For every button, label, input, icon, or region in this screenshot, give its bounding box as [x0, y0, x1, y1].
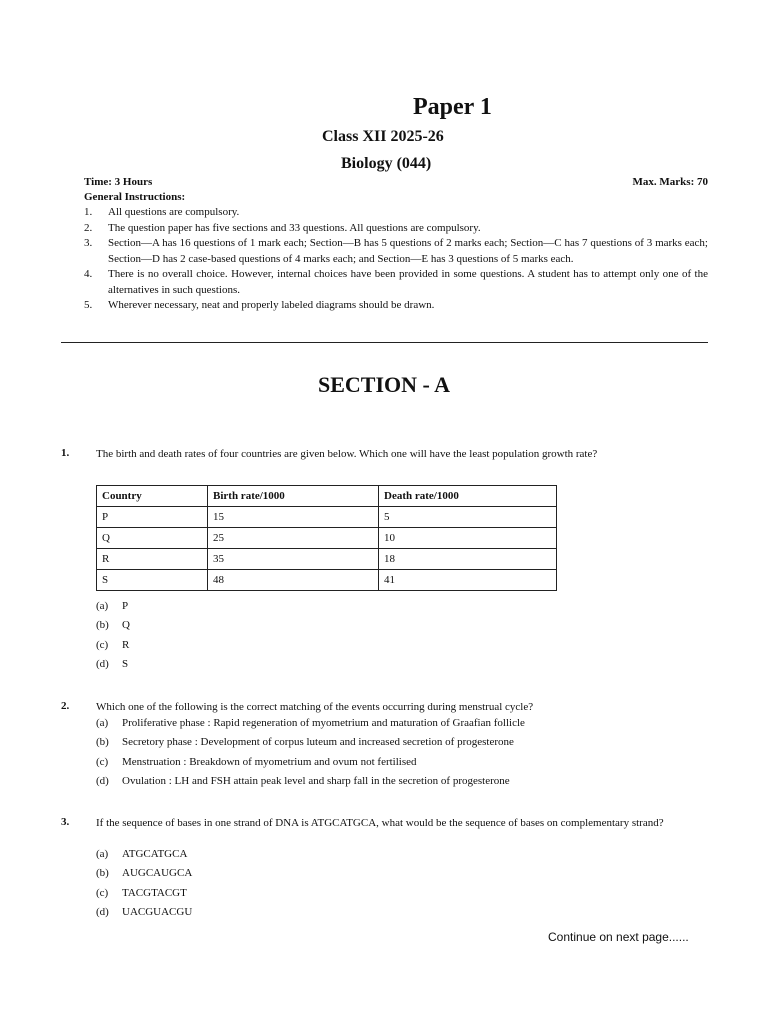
- instruction-item: [84, 298, 708, 314]
- section-title: SECTION - A: [317, 372, 451, 397]
- table-row: [97, 549, 557, 570]
- option-text: Menstruation : Breakdown of myometrium and ovum not fertilised: [122, 755, 417, 768]
- class-line: Class XII 2025-26: [322, 128, 444, 145]
- option-item: [96, 903, 192, 923]
- instruction-item: [84, 236, 708, 267]
- option-item: [96, 635, 130, 655]
- question-text: Which one of the following is the correct matching of the events occurring during menstrual cycle?: [96, 701, 534, 713]
- instruction-number: 5.: [84, 299, 93, 311]
- option-text: Ovulation : LH and FSH attain peak level and sharp fall in the secretion of progesterone: [122, 775, 510, 788]
- table-row: [97, 528, 557, 549]
- instructions-heading: General Instructions:: [84, 191, 186, 203]
- instruction-item: [84, 205, 708, 221]
- table-cell: 35: [208, 549, 379, 570]
- option-text: S: [122, 658, 129, 671]
- option-label: (a): [96, 716, 109, 729]
- option-label: (d): [96, 906, 109, 919]
- table-header-row: [97, 486, 557, 507]
- time-label: Time: 3 Hours: [84, 176, 153, 188]
- question-number: 3.: [61, 816, 70, 828]
- option-text: TACGTACGT: [122, 886, 187, 899]
- table-cell: 18: [379, 549, 557, 570]
- instruction-text: All questions are compulsory.: [108, 206, 240, 218]
- instruction-text: The question paper has five sections and 33 questions. All questions are compulsory.: [108, 221, 481, 234]
- table-cell: Q: [97, 528, 208, 549]
- option-item: [96, 655, 130, 675]
- divider-line: [61, 342, 708, 343]
- instruction-text: There is no overall choice. However, internal choices have been provided in some questions. A student has to attempt only one of the alternatives in such questions.: [108, 268, 708, 296]
- instruction-number: 2.: [84, 221, 93, 234]
- table-cell: S: [97, 570, 208, 591]
- table-cell: P: [97, 507, 208, 528]
- option-item: [96, 733, 525, 753]
- question-text: If the sequence of bases in one strand of DNA is ATGCATGCA, what would be the sequence of bases on complementary strand?: [96, 817, 664, 829]
- option-text: P: [122, 599, 129, 612]
- instruction-number: 1.: [84, 206, 93, 218]
- table-cell: 15: [208, 507, 379, 528]
- option-item: [96, 752, 525, 772]
- question-text: The birth and death rates of four countries are given below. Which one will have the least population growth rate?: [96, 448, 598, 460]
- rates-table: [96, 485, 557, 591]
- table-cell: 48: [208, 570, 379, 591]
- instructions-list: [84, 205, 708, 314]
- option-text: Q: [122, 619, 130, 632]
- instruction-number: 3.: [84, 237, 93, 249]
- question-3-options: [96, 844, 192, 922]
- option-text: AUGCAUGCA: [122, 867, 193, 880]
- option-item: [96, 772, 525, 792]
- table-cell: 25: [208, 528, 379, 549]
- table-header-cell: Country: [97, 486, 208, 507]
- instruction-number: 4.: [84, 268, 93, 280]
- option-label: (d): [96, 775, 109, 788]
- option-item: [96, 864, 192, 884]
- option-label: (c): [96, 886, 109, 899]
- table-header-cell: Birth rate/1000: [208, 486, 379, 507]
- instruction-item: [84, 221, 708, 237]
- option-label: (a): [96, 847, 109, 860]
- option-label: (c): [96, 638, 109, 651]
- option-label: (b): [96, 736, 109, 749]
- question-number: 1.: [61, 447, 70, 459]
- table-row: [97, 570, 557, 591]
- table-cell: R: [97, 549, 208, 570]
- option-label: (b): [96, 867, 109, 880]
- table-header-cell: Death rate/1000: [379, 486, 557, 507]
- option-item: [96, 596, 130, 616]
- option-item: [96, 883, 192, 903]
- option-item: [96, 616, 130, 636]
- continue-footer: Continue on next page......: [548, 930, 689, 944]
- table-cell: 41: [379, 570, 557, 591]
- option-label: (a): [96, 599, 109, 612]
- table-cell: 5: [379, 507, 557, 528]
- question-number: 2.: [61, 700, 70, 712]
- subject-title: Biology (044): [341, 155, 432, 172]
- table-cell: 10: [379, 528, 557, 549]
- option-label: (d): [96, 658, 109, 671]
- table-row: [97, 507, 557, 528]
- max-marks-label: Max. Marks: 70: [632, 176, 708, 188]
- question-2-options: [96, 713, 525, 791]
- option-text: UACGUACGU: [122, 906, 193, 919]
- paper-title: Paper 1: [413, 94, 492, 120]
- instruction-item: [84, 267, 708, 298]
- option-text: ATGCATGCA: [122, 847, 188, 860]
- option-item: [96, 844, 192, 864]
- option-text: Secretory phase : Development of corpus luteum and increased secretion of progesterone: [122, 736, 514, 749]
- question-1-options: [96, 596, 130, 674]
- option-text: R: [122, 638, 130, 651]
- question-1: [61, 447, 708, 479]
- instruction-text: Wherever necessary, neat and properly labeled diagrams should be drawn.: [108, 299, 435, 311]
- option-text: Proliferative phase : Rapid regeneration of myometrium and maturation of Graafian follicle: [122, 716, 525, 729]
- option-item: [96, 713, 525, 733]
- option-label: (b): [96, 619, 109, 632]
- option-label: (c): [96, 755, 109, 768]
- instruction-text: Section—A has 16 questions of 1 mark each; Section—B has 5 questions of 2 marks each; Section—C has 7 questions of 3 marks each; Section—D has 2 case-based questions of 4 marks each; and Section—E has 3 questions of 5 marks each.: [108, 237, 708, 265]
